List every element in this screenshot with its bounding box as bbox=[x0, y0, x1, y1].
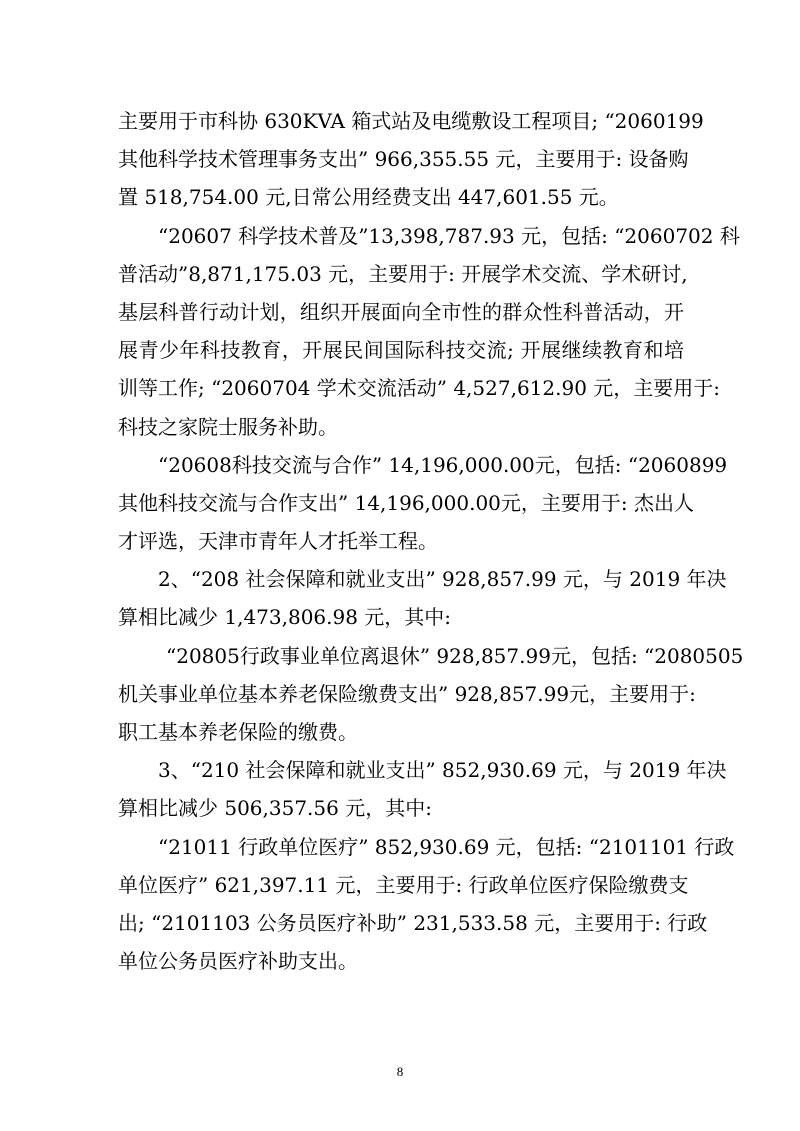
text-line: 其他科学技术管理事务支出” 966,355.55 元，主要用于: 设备购 bbox=[118, 147, 689, 172]
text-line: 出; “2101103 公务员医疗补助” 231,533.58 元，主要用于: 行政 bbox=[118, 910, 708, 935]
text-line: 展青少年科技教育，开展民间国际科技交流; 开展继续教育和培 bbox=[118, 338, 684, 363]
text-line: 基层科普行动计划，组织开展面向全市性的群众性科普活动，开 bbox=[118, 299, 684, 324]
text-line: 普活动”8,871,175.03 元，主要用于: 开展学术交流、学术研讨, bbox=[118, 261, 688, 286]
text-line: 算相比减少 1,473,806.98 元，其中: bbox=[118, 605, 452, 630]
text-line: 职工基本养老保险的缴费。 bbox=[118, 720, 358, 744]
text-line: 机关事业单位基本养老保险缴费支出” 928,857.99元，主要用于: bbox=[118, 681, 696, 706]
text-line: 3、“210 社会保障和就业支出” 852,930.69 元，与 2019 年决 bbox=[158, 758, 727, 783]
text-line: “21011 行政单位医疗” 852,930.69 元，包括: “2101101 行政 bbox=[158, 834, 735, 859]
text-line: “20805行政事业单位离退休” 928,857.99元，包括: “2080505 bbox=[166, 643, 744, 668]
text-line: 主要用于市科协 630KVA 箱式站及电缆敷设工程项目; “2060199 bbox=[118, 109, 704, 133]
page-number: 8 bbox=[396, 1064, 404, 1079]
text-line: 单位公务员医疗补助支出。 bbox=[118, 949, 358, 974]
text-line: 科技之家院士服务补助。 bbox=[118, 414, 338, 439]
text-line: 置 518,754.00 元,日常公用经费支出 447,601.55 元。 bbox=[118, 185, 619, 210]
text-line: 才评选，天津市青年人才托举工程。 bbox=[118, 529, 438, 554]
text-line: “20608科技交流与合作” 14,196,000.00元，包括: “2060899 bbox=[158, 452, 728, 477]
text-line: 2、“208 社会保障和就业支出” 928,857.99 元，与 2019 年决 bbox=[158, 567, 727, 592]
text-line: 训等工作; “2060704 学术交流活动” 4,527,612.90 元，主要用于: bbox=[118, 376, 721, 401]
text-line: “20607 科学技术普及”13,398,787.93 元，包括: “2060702 科 bbox=[158, 223, 740, 248]
text-line: 其他科技交流与合作支出” 14,196,000.00元，主要用于: 杰出人 bbox=[118, 490, 694, 515]
text-line: 算相比减少 506,357.56 元，其中: bbox=[118, 796, 432, 821]
body-text bbox=[118, 102, 744, 980]
text-line: 单位医疗” 621,397.11 元，主要用于: 行政单位医疗保险缴费支 bbox=[118, 872, 689, 897]
